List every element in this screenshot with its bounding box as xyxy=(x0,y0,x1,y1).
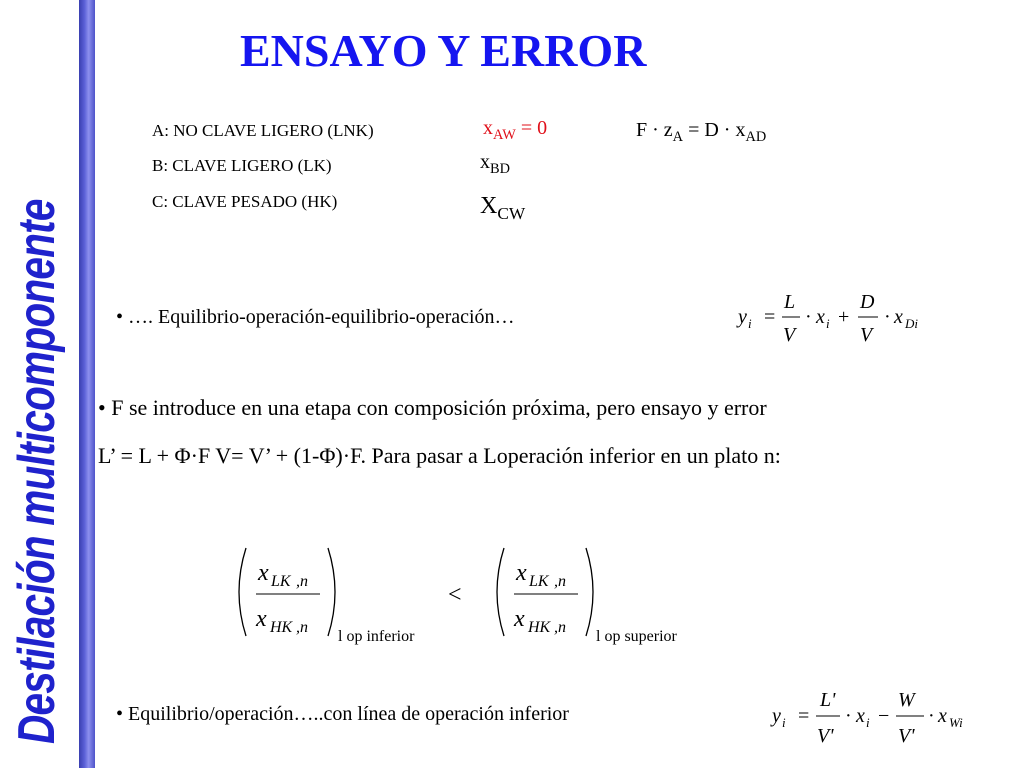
eq2-den1: V' xyxy=(817,725,834,747)
side-decorative-bar xyxy=(79,0,95,768)
left-den-x: x xyxy=(256,606,267,632)
eq2-y-sub: i xyxy=(782,715,786,730)
eq2-den2: V' xyxy=(898,725,915,747)
eq1-x2-sub: Di xyxy=(905,316,918,331)
eq2-num1: L' xyxy=(820,689,836,711)
text-line-flow-relations: L’ = L + Φ·F V= V’ + (1-Φ)·F. Para pasar a Loperación inferior en un plato n: xyxy=(98,443,781,468)
eq2-num2: W xyxy=(898,689,915,711)
right-num-sub: LK xyxy=(529,573,549,590)
left-subscript-label: l op inferior xyxy=(338,628,415,645)
eq1-plus: + xyxy=(838,306,850,328)
component-c-label: C: CLAVE PESADO (HK) xyxy=(152,192,338,211)
right-num-x: x xyxy=(516,560,527,586)
left-num-x: x xyxy=(258,560,269,586)
eq1-dot2: · xyxy=(884,306,891,328)
left-den-sub: HK xyxy=(270,619,293,636)
xaw-value: $x_{AW} = 0$ xyxy=(483,117,548,144)
ratio-inequality xyxy=(228,540,718,650)
eq2-dot1: · xyxy=(845,705,852,727)
xcw-value: $X_{CW}$ xyxy=(480,193,526,224)
eq2-x2-sub: Wi xyxy=(949,715,963,730)
eq1-y-sub: i xyxy=(748,316,752,331)
equation-operating-line-lower xyxy=(768,684,988,750)
eq1-y: y xyxy=(738,306,747,328)
slide-title: ENSAYO Y ERROR xyxy=(240,25,647,76)
eq1-x-sub: i xyxy=(826,316,830,331)
eq2-equals: = xyxy=(798,705,810,727)
right-subscript-label: l op superior xyxy=(596,628,677,645)
eq2-x-sub: i xyxy=(866,715,870,730)
eq2-y: y xyxy=(772,705,781,727)
eq1-num1: L xyxy=(784,291,796,313)
eq2-minus: − xyxy=(878,705,890,727)
balance-equation: $F \cdot z_A = D \cdot x_{AD}$ xyxy=(636,119,767,146)
bullet-equilibrio-inferior: • Equilibrio/operación…..con línea de operación inferior xyxy=(116,703,569,725)
equation-operating-line-upper xyxy=(734,286,934,348)
component-b-label: B: CLAVE LIGERO (LK) xyxy=(152,156,332,175)
side-title: Destilación multicomponente xyxy=(8,199,66,744)
right-den-x: x xyxy=(514,606,525,632)
bullet-equilibrio-operacion: • …. Equilibrio-operación-equilibrio-operación… xyxy=(116,306,515,328)
text-line-feed-introduction: • F se introduce en una etapa con composición próxima, pero ensayo y error xyxy=(98,395,767,420)
eq1-den2: V xyxy=(860,324,873,346)
left-paren-close xyxy=(328,548,335,636)
right-den-sub: HK xyxy=(528,619,551,636)
left-num-sub: LK xyxy=(271,573,291,590)
right-num-n: ,n xyxy=(554,573,566,590)
xbd-value: $x_{BD}$ xyxy=(480,151,510,178)
eq1-x2: x xyxy=(894,306,903,328)
eq1-equals: = xyxy=(764,306,776,328)
right-paren-open xyxy=(497,548,504,636)
eq1-num2: D xyxy=(860,291,875,313)
left-paren-open xyxy=(239,548,246,636)
eq1-dot1: · xyxy=(805,306,812,328)
eq2-dot2: · xyxy=(928,705,935,727)
less-than-sign: < xyxy=(448,582,462,608)
right-paren-close xyxy=(586,548,593,636)
eq2-x: x xyxy=(856,705,865,727)
eq1-x: x xyxy=(816,306,825,328)
left-den-n: ,n xyxy=(296,619,308,636)
eq2-x2: x xyxy=(938,705,947,727)
eq1-den1: V xyxy=(783,324,796,346)
right-den-n: ,n xyxy=(554,619,566,636)
component-a-label: A: NO CLAVE LIGERO (LNK) xyxy=(152,121,374,140)
left-num-n: ,n xyxy=(296,573,308,590)
